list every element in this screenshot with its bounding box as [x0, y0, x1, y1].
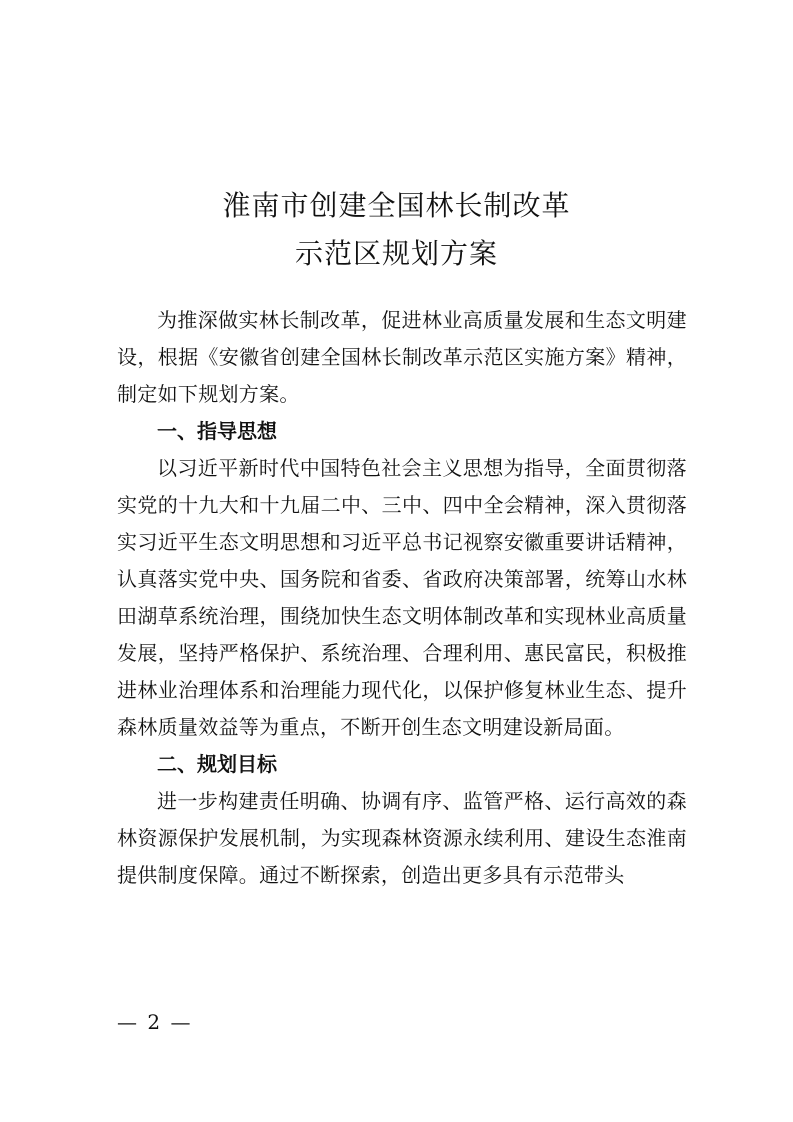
section-body-planning-goals: 进一步构建责任明确、协调有序、监管严格、运行高效的森林资源保护发展机制，为实现森林资源永续利用、建设生态淮南提供制度保障。通过不断探索，创造出更多具有示范带头 — [117, 789, 687, 887]
intro-paragraph: 为推深做实林长制改革，促进林业高质量发展和生态文明建设，根据《安徽省创建全国林长制改革示范区实施方案》精神，制定如下规划方案。 — [117, 308, 687, 406]
title-line-1: 淮南市创建全国林长制改革 — [222, 189, 571, 222]
document-body — [117, 302, 687, 894]
title-line-2: 示范区规划方案 — [294, 237, 498, 270]
section-heading-guiding-ideology: 一、指导思想 — [157, 419, 277, 443]
document-title — [0, 182, 793, 278]
section-heading-planning-goals: 二、规划目标 — [157, 752, 277, 776]
section-body-guiding-ideology: 以习近平新时代中国特色社会主义思想为指导，全面贯彻落实党的十九大和十九届二中、三中、四中全会精神，深入贯彻落实习近平生态文明思想和习近平总书记视察安徽重要讲话精神，认真落实党中央、国务院和省委、省政府决策部署，统筹山水林田湖草系统治理，围绕加快生态文明体制改革和实现林业高质量发展，坚持严格保护、系统治理、合理利用、惠民富民，积极推进林业治理体系和治理能力现代化，以保护修复林业生态、提升森林质量效益等为重点，不断开创生态文明建设新局面。 — [117, 456, 687, 739]
page-number: — 2 — — [117, 1010, 193, 1034]
